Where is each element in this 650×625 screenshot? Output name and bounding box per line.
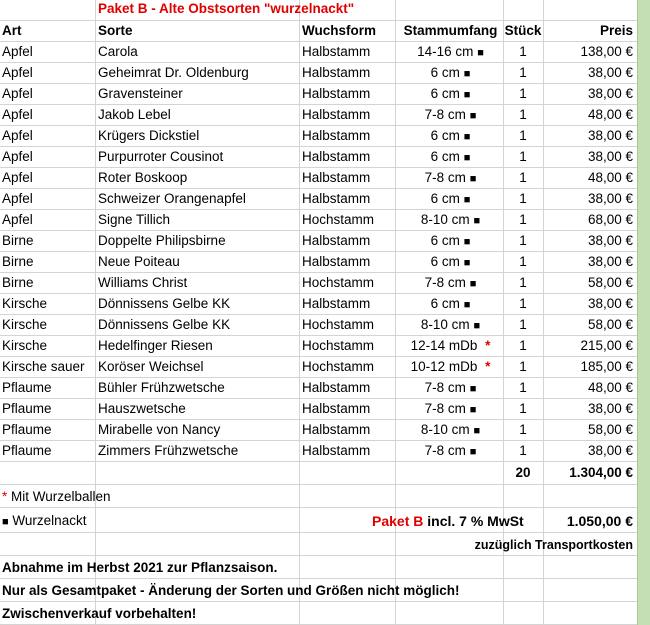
cell-sorte[interactable]: Dönnissens Gelbe KK <box>98 317 231 332</box>
table-row <box>0 273 637 294</box>
cell-stammumfang[interactable] <box>398 126 503 147</box>
cell-sorte[interactable]: Hauszwetsche <box>98 401 186 416</box>
cell-stammumfang[interactable] <box>398 273 503 294</box>
cell-stueck[interactable]: 1 <box>519 233 527 248</box>
square-marker-icon: ■ <box>2 516 9 528</box>
cell-wuchsform[interactable]: Hochstamm <box>302 275 375 290</box>
cell-art[interactable]: Kirsche sauer <box>2 359 85 374</box>
scrollbar-gutter <box>637 0 650 625</box>
cell-wuchsform[interactable]: Halbstamm <box>302 149 371 164</box>
header-sorte[interactable]: Sorte <box>98 23 133 38</box>
cell-sorte[interactable]: Bühler Frühzwetsche <box>98 380 225 395</box>
stammumfang-value: 6 cm <box>430 128 460 143</box>
square-marker-icon: ■ <box>469 173 477 185</box>
table-row <box>0 147 637 168</box>
square-marker-icon: ■ <box>463 236 471 248</box>
legend-star-text: Mit Wurzelballen <box>11 489 111 504</box>
table-row <box>0 84 637 105</box>
cell-stueck[interactable]: 1 <box>519 380 527 395</box>
cell-sorte[interactable]: Jakob Lebel <box>98 107 171 122</box>
cell-sorte[interactable]: Carola <box>98 44 138 59</box>
header-art[interactable]: Art <box>2 23 22 38</box>
cell-wuchsform[interactable]: Halbstamm <box>302 401 371 416</box>
cell-wuchsform[interactable]: Halbstamm <box>302 443 371 458</box>
cell-sorte[interactable]: Roter Boskoop <box>98 170 188 185</box>
cell-stammumfang[interactable] <box>398 231 503 252</box>
cell-preis[interactable]: 38,00 € <box>587 401 633 416</box>
cell-wuchsform[interactable]: Hochstamm <box>302 338 375 353</box>
cell-preis[interactable]: 38,00 € <box>587 86 633 101</box>
cell-sorte[interactable]: Doppelte Philipsbirne <box>98 233 226 248</box>
cell-preis[interactable]: 68,00 € <box>587 212 633 227</box>
cell-wuchsform[interactable]: Halbstamm <box>302 86 371 101</box>
cell-stammumfang[interactable] <box>398 336 503 356</box>
cell-stammumfang[interactable] <box>398 441 503 462</box>
cell-sorte[interactable]: Williams Christ <box>98 275 188 290</box>
cell-preis[interactable]: 48,00 € <box>587 380 633 395</box>
note-3[interactable]: Zwischenverkauf vorbehalten! <box>2 606 197 621</box>
note-row <box>0 556 637 579</box>
table-row <box>0 294 637 315</box>
square-marker-icon: ■ <box>469 110 477 122</box>
cell-art[interactable]: Apfel <box>2 212 33 227</box>
cell-preis[interactable]: 38,00 € <box>587 149 633 164</box>
cell-wuchsform[interactable]: Halbstamm <box>302 233 371 248</box>
cell-sorte[interactable]: Zimmers Frühzwetsche <box>98 443 239 458</box>
total-preis[interactable]: 1.304,00 € <box>569 465 633 480</box>
cell-preis[interactable]: 38,00 € <box>587 443 633 458</box>
cell-preis[interactable]: 38,00 € <box>587 254 633 269</box>
square-marker-icon: ■ <box>469 383 477 395</box>
cell-stammumfang[interactable] <box>398 399 503 420</box>
legend-star <box>2 487 111 507</box>
cell-sorte[interactable]: Mirabelle von Nancy <box>98 422 221 437</box>
stammumfang-value: 6 cm <box>430 149 460 164</box>
cell-stueck[interactable]: 1 <box>519 107 527 122</box>
square-marker-icon: ■ <box>473 215 481 227</box>
stammumfang-value: 12-14 mDb <box>410 338 478 353</box>
cell-art[interactable]: Birne <box>2 275 34 290</box>
note-1[interactable]: Abnahme im Herbst 2021 zur Pflanzsaison. <box>2 560 278 575</box>
table-row <box>0 420 637 441</box>
cell-sorte[interactable]: Purpurroter Cousinot <box>98 149 224 164</box>
cell-stueck[interactable]: 1 <box>519 149 527 164</box>
square-marker-icon: ■ <box>463 68 471 80</box>
header-stammumfang[interactable]: Stammumfang <box>403 23 498 38</box>
total-stueck[interactable]: 20 <box>515 465 531 480</box>
square-marker-icon: ■ <box>463 89 471 101</box>
cell-art[interactable]: Kirsche <box>2 296 48 311</box>
cell-art[interactable]: Pflaume <box>2 443 52 458</box>
cell-sorte[interactable]: Signe Tillich <box>98 212 171 227</box>
cell-art[interactable]: Kirsche <box>2 317 48 332</box>
cell-stueck[interactable]: 1 <box>519 254 527 269</box>
table-row <box>0 315 637 336</box>
legend-star-row <box>0 485 637 508</box>
cell-preis[interactable]: 38,00 € <box>587 296 633 311</box>
note-row <box>0 602 637 625</box>
cell-art[interactable]: Kirsche <box>2 338 48 353</box>
square-marker-icon: ■ <box>463 194 471 206</box>
table-row <box>0 357 637 378</box>
cell-preis[interactable]: 48,00 € <box>587 170 633 185</box>
cell-sorte[interactable]: Krügers Dickstiel <box>98 128 200 143</box>
stammumfang-value: 6 cm <box>430 254 460 269</box>
cell-preis[interactable]: 38,00 € <box>587 65 633 80</box>
table-row <box>0 189 637 210</box>
cell-stammumfang[interactable] <box>398 189 503 210</box>
cell-wuchsform[interactable]: Hochstamm <box>302 317 375 332</box>
header-row <box>0 21 637 42</box>
totals-row <box>0 462 637 485</box>
stammumfang-value: 7-8 cm <box>424 401 466 416</box>
square-marker-icon: ■ <box>463 299 471 311</box>
stammumfang-value: 6 cm <box>430 65 460 80</box>
cell-stammumfang[interactable] <box>398 378 503 399</box>
legend-square <box>2 511 86 532</box>
stammumfang-value: 7-8 cm <box>424 170 466 185</box>
stammumfang-value: 6 cm <box>430 296 460 311</box>
sheet-title[interactable]: Paket B - Alte Obstsorten "wurzelnackt" <box>98 1 355 16</box>
square-marker-icon: ■ <box>473 425 481 437</box>
square-marker-icon: ■ <box>469 278 477 290</box>
cell-stueck[interactable]: 1 <box>519 44 527 59</box>
cell-stammumfang[interactable] <box>398 315 503 336</box>
cell-sorte[interactable]: Hedelfinger Riesen <box>98 338 213 353</box>
cell-sorte[interactable]: Schweizer Orangenapfel <box>98 191 246 206</box>
cell-preis[interactable]: 138,00 € <box>580 44 633 59</box>
legend-square-row <box>0 508 637 533</box>
stammumfang-value: 8-10 cm <box>420 317 470 332</box>
table-row <box>0 42 637 63</box>
cell-sorte[interactable]: Koröser Weichsel <box>98 359 204 374</box>
cell-stueck[interactable]: 1 <box>519 128 527 143</box>
table-row <box>0 399 637 420</box>
transport-row <box>0 533 637 556</box>
stammumfang-value: 7-8 cm <box>424 107 466 122</box>
square-marker-icon: ■ <box>469 446 477 458</box>
cell-preis[interactable]: 58,00 € <box>587 422 633 437</box>
cell-stammumfang[interactable] <box>398 252 503 273</box>
stammumfang-value: 6 cm <box>430 86 460 101</box>
cell-sorte[interactable]: Gravensteiner <box>98 86 183 101</box>
table-row <box>0 168 637 189</box>
star-marker-icon: * <box>2 489 8 504</box>
cell-stueck[interactable]: 1 <box>519 275 527 290</box>
star-marker-icon: * <box>485 338 491 353</box>
cell-preis[interactable]: 58,00 € <box>587 275 633 290</box>
cell-stueck[interactable]: 1 <box>519 191 527 206</box>
table-row <box>0 126 637 147</box>
cell-stueck[interactable]: 1 <box>519 401 527 416</box>
cell-stueck[interactable]: 1 <box>519 86 527 101</box>
cell-art[interactable]: Apfel <box>2 86 33 101</box>
cell-preis[interactable]: 185,00 € <box>580 359 633 374</box>
cell-preis[interactable]: 38,00 € <box>587 128 633 143</box>
transport-note[interactable]: zuzüglich Transportkosten <box>474 538 633 552</box>
cell-wuchsform[interactable]: Halbstamm <box>302 296 371 311</box>
cell-wuchsform[interactable]: Halbstamm <box>302 107 371 122</box>
cell-preis[interactable]: 48,00 € <box>587 107 633 122</box>
cell-stueck[interactable]: 1 <box>519 296 527 311</box>
stammumfang-value: 7-8 cm <box>424 275 466 290</box>
stammumfang-value: 6 cm <box>430 233 460 248</box>
cell-stueck[interactable]: 1 <box>519 422 527 437</box>
cell-stueck[interactable]: 1 <box>519 212 527 227</box>
cell-stammumfang[interactable] <box>398 84 503 105</box>
cell-wuchsform[interactable]: Halbstamm <box>302 65 371 80</box>
cell-stammumfang[interactable] <box>398 63 503 84</box>
table-row <box>0 231 637 252</box>
legend-square-text: Wurzelnackt <box>12 513 87 528</box>
stammumfang-value: 8-10 cm <box>420 422 470 437</box>
cell-stammumfang[interactable] <box>398 420 503 441</box>
cell-stammumfang[interactable] <box>398 42 503 63</box>
cell-wuchsform[interactable]: Hochstamm <box>302 212 375 227</box>
note-row <box>0 579 637 602</box>
package-label[interactable] <box>372 511 524 531</box>
stammumfang-value: 7-8 cm <box>424 380 466 395</box>
stammumfang-value: 7-8 cm <box>424 443 466 458</box>
cell-art[interactable]: Apfel <box>2 149 33 164</box>
cell-art[interactable]: Birne <box>2 254 34 269</box>
cell-art[interactable]: Apfel <box>2 65 33 80</box>
table-row <box>0 378 637 399</box>
cell-wuchsform[interactable]: Halbstamm <box>302 191 371 206</box>
cell-wuchsform[interactable]: Halbstamm <box>302 44 371 59</box>
header-wuchsform[interactable]: Wuchsform <box>302 23 377 38</box>
cell-art[interactable]: Pflaume <box>2 422 52 437</box>
cell-art[interactable]: Apfel <box>2 44 33 59</box>
cell-art[interactable]: Apfel <box>2 170 33 185</box>
cell-preis[interactable]: 38,00 € <box>587 233 633 248</box>
package-name: Paket B <box>372 513 424 529</box>
cell-art[interactable]: Apfel <box>2 128 33 143</box>
header-stueck[interactable]: Stück <box>504 23 542 38</box>
cell-stammumfang[interactable] <box>398 357 503 377</box>
table-row <box>0 252 637 273</box>
cell-stammumfang[interactable] <box>398 147 503 168</box>
square-marker-icon: ■ <box>463 257 471 269</box>
stammumfang-value: 10-12 mDb <box>410 359 478 374</box>
cell-wuchsform[interactable]: Halbstamm <box>302 254 371 269</box>
square-marker-icon: ■ <box>463 152 471 164</box>
cell-sorte[interactable]: Dönnissens Gelbe KK <box>98 296 231 311</box>
square-marker-icon: ■ <box>477 47 484 59</box>
square-marker-icon: ■ <box>473 320 481 332</box>
cell-sorte[interactable]: Neue Poiteau <box>98 254 180 269</box>
table-row <box>0 441 637 462</box>
stammumfang-value: 6 cm <box>430 191 460 206</box>
cell-wuchsform[interactable]: Halbstamm <box>302 380 371 395</box>
cell-stueck[interactable]: 1 <box>519 317 527 332</box>
table-row <box>0 210 637 231</box>
cell-wuchsform[interactable]: Halbstamm <box>302 128 371 143</box>
cell-stammumfang[interactable] <box>398 168 503 189</box>
title-row <box>0 0 637 21</box>
cell-art[interactable]: Pflaume <box>2 380 52 395</box>
cell-art[interactable]: Apfel <box>2 107 33 122</box>
stammumfang-value: 14-16 cm <box>417 44 474 59</box>
cell-wuchsform[interactable]: Halbstamm <box>302 422 371 437</box>
package-price[interactable]: 1.050,00 € <box>566 513 633 529</box>
cell-stueck[interactable]: 1 <box>519 170 527 185</box>
cell-wuchsform[interactable]: Halbstamm <box>302 170 371 185</box>
stammumfang-value: 8-10 cm <box>420 212 470 227</box>
cell-sorte[interactable]: Geheimrat Dr. Oldenburg <box>98 65 249 80</box>
square-marker-icon: ■ <box>469 404 477 416</box>
cell-stueck[interactable]: 1 <box>519 359 527 374</box>
table-row <box>0 336 637 357</box>
note-2[interactable]: Nur als Gesamtpaket - Änderung der Sorten und Größen nicht möglich! <box>2 583 460 598</box>
header-preis[interactable]: Preis <box>599 23 633 38</box>
table-row <box>0 63 637 84</box>
package-vat: incl. 7 % MwSt <box>427 513 524 529</box>
cell-wuchsform[interactable]: Hochstamm <box>302 359 375 374</box>
cell-preis[interactable]: 38,00 € <box>587 191 633 206</box>
table-row <box>0 105 637 126</box>
cell-stammumfang[interactable] <box>398 210 503 231</box>
cell-stueck[interactable]: 1 <box>519 65 527 80</box>
cell-art[interactable]: Apfel <box>2 191 33 206</box>
cell-stammumfang[interactable] <box>398 105 503 126</box>
star-marker-icon: * <box>485 359 491 374</box>
square-marker-icon: ■ <box>463 131 471 143</box>
cell-preis[interactable]: 58,00 € <box>587 317 633 332</box>
cell-stueck[interactable]: 1 <box>519 443 527 458</box>
cell-stammumfang[interactable] <box>398 294 503 315</box>
cell-preis[interactable]: 215,00 € <box>580 338 633 353</box>
cell-stueck[interactable]: 1 <box>519 338 527 353</box>
cell-art[interactable]: Pflaume <box>2 401 52 416</box>
cell-art[interactable]: Birne <box>2 233 34 248</box>
